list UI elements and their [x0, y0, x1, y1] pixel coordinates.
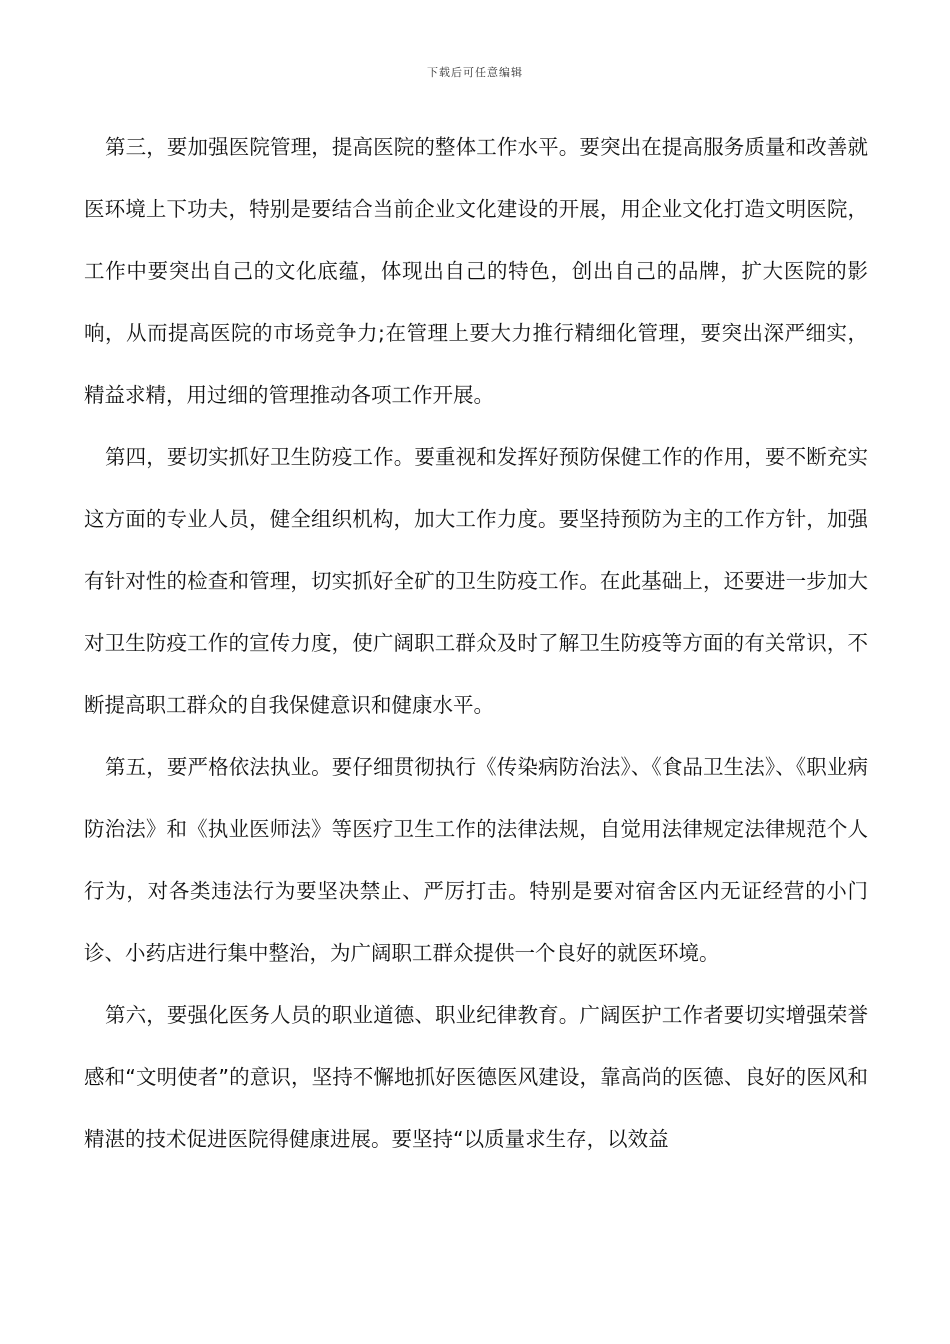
page-header-note: 下载后可任意编辑: [427, 66, 523, 79]
paragraph-5: 第五，要严格依法执业。要仔细贯彻执行《传染病防治法》、《食品卫生法》、《职业病防治法》和《执业医师法》等医疗卫生工作的法律法规，自觉用法律规定法律规范个人行为，对各类违法行为要坚决禁止、严厉打击。特别是要对宿舍区内无证经营的小门诊、小药店进行集中整治，为广阔职工群众提供一个良好的就医环境。: [84, 755, 868, 965]
paragraph-4: 第四，要切实抓好卫生防疫工作。要重视和发挥好预防保健工作的作用，要不断充实这方面的专业人员，健全组织机构，加大工作力度。要坚持预防为主的工作方针，加强有针对性的检查和管理，切实抓好全矿的卫生防疫工作。在此基础上，还要进一步加大对卫生防疫工作的宣传力度，使广阔职工群众及时了解卫生防疫等方面的有关常识，不断提高职工群众的自我保健意识和健康水平。: [84, 445, 868, 717]
document-body: [84, 116, 868, 1170]
paragraph-6: 第六，要强化医务人员的职业道德、职业纪律教育。广阔医护工作者要切实增强荣誉感和“文明使者”的意识，坚持不懈地抓好医德医风建设，靠高尚的医德、良好的医风和精湛的技术促进医院得健康进展。要坚持“以质量求生存，以效益: [84, 1003, 868, 1151]
paragraph-3: 第三，要加强医院管理，提高医院的整体工作水平。要突出在提高服务质量和改善就医环境上下功夫，特别是要结合当前企业文化建设的开展，用企业文化打造文明医院，工作中要突出自己的文化底蕴，体现出自己的特色，创出自己的品牌，扩大医院的影响，从而提高医院的市场竞争力;在管理上要大力推行精细化管理，要突出深严细实，精益求精，用过细的管理推动各项工作开展。: [84, 135, 868, 407]
